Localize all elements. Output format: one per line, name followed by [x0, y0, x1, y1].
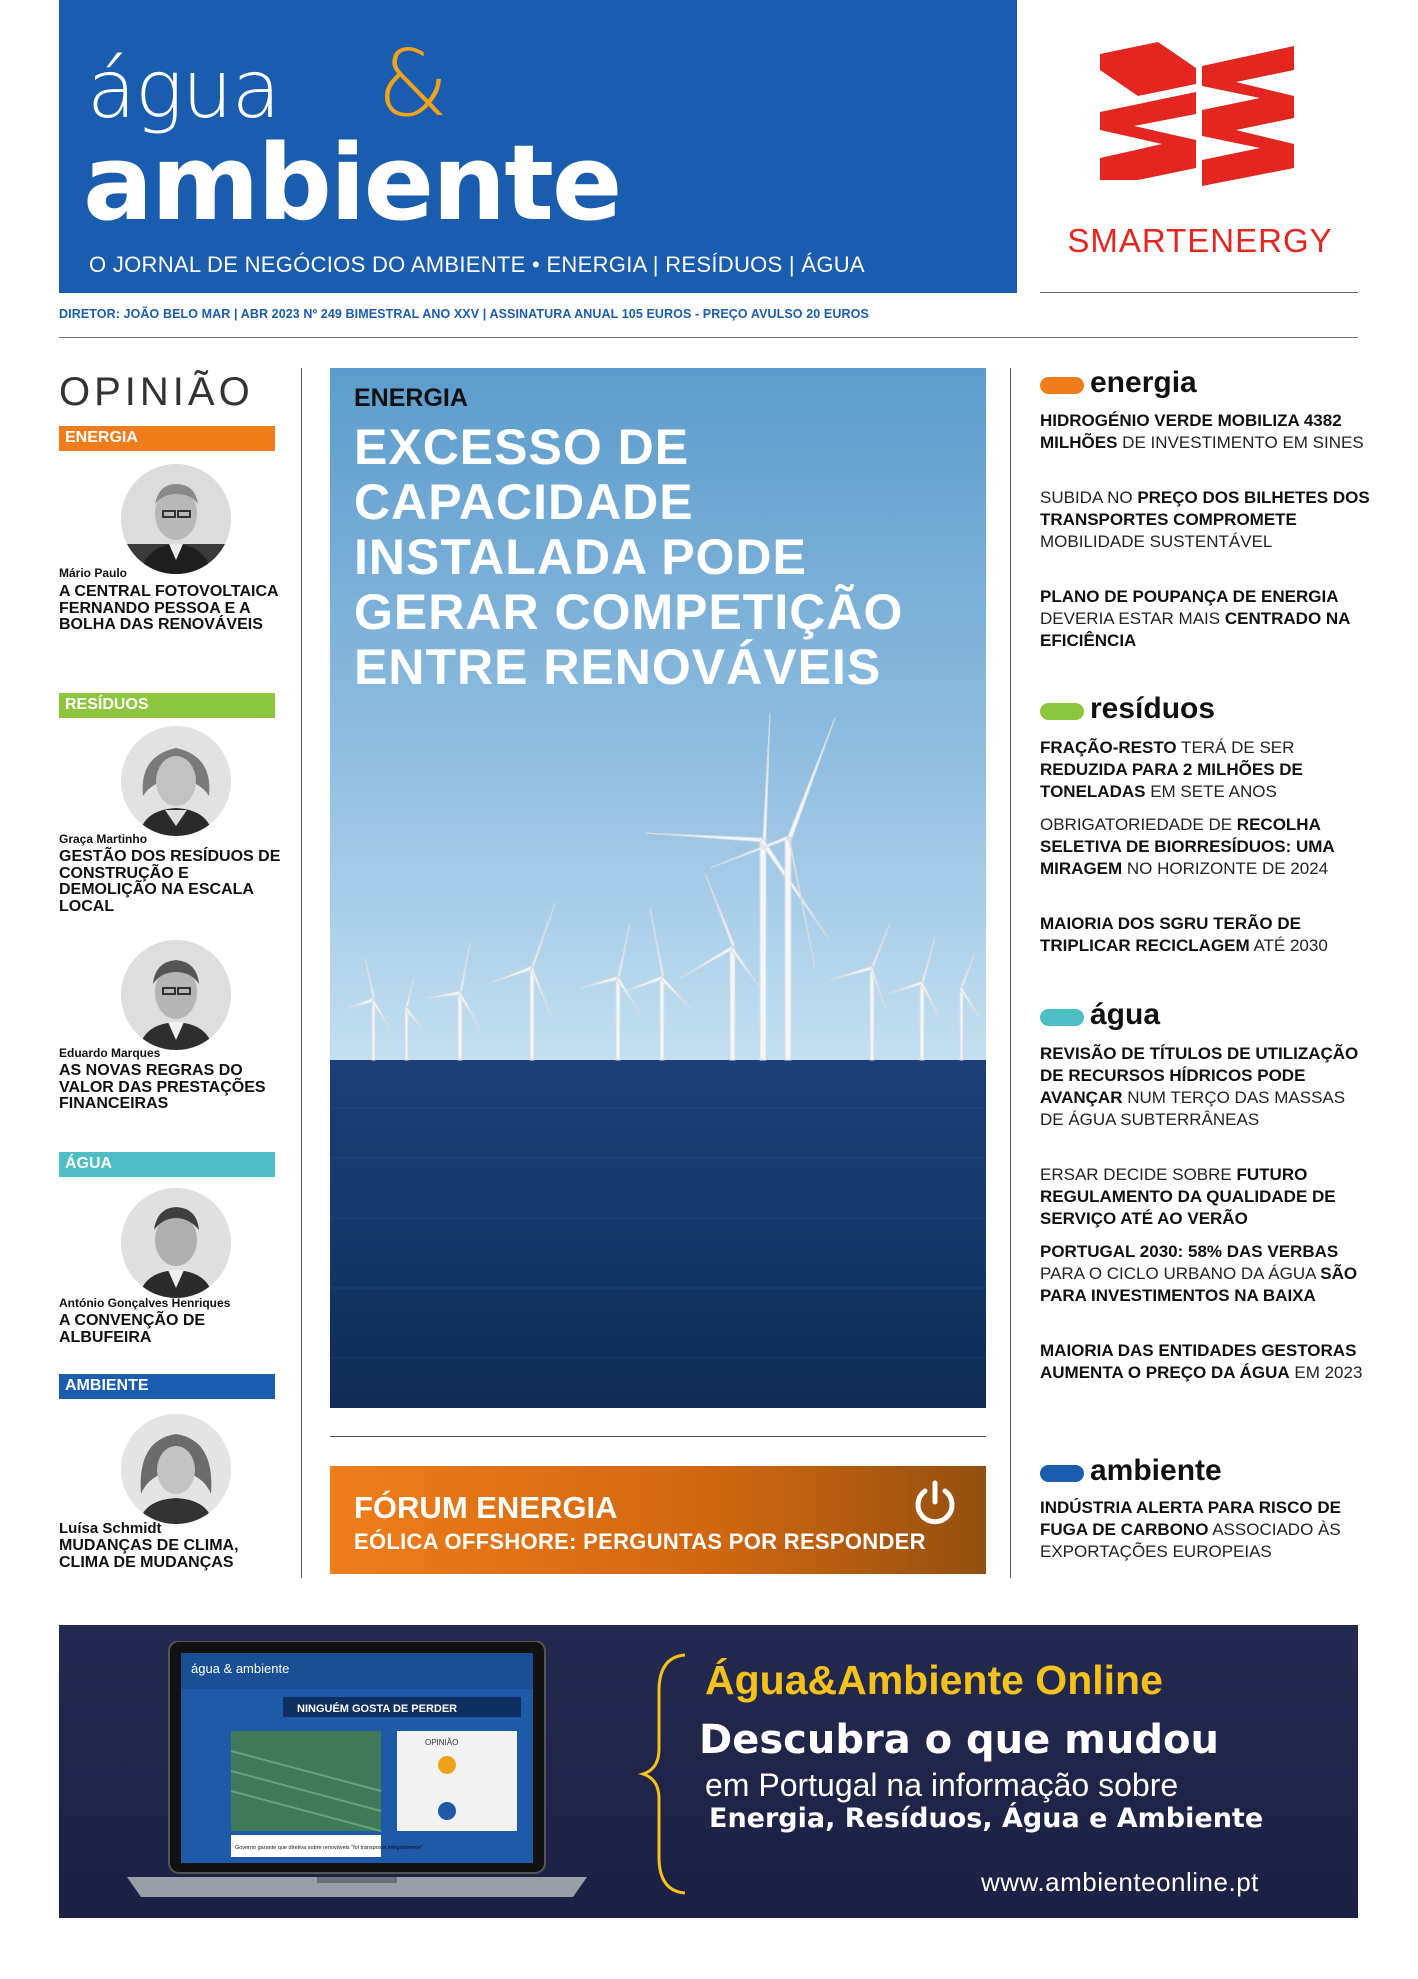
issue-credits: DIRETOR: JOÃO BELO MAR | ABR 2023 Nº 249 BIMESTRAL ANO XXV | ASSINATURA ANUAL 105 EUROS - PREÇO AVULSO 20 EUROS [59, 307, 869, 321]
opinion-headline[interactable]: A CENTRAL FOTOVOLTAICA FERNANDO PESSOA E A BOLHA DAS RENOVÁVEIS [59, 583, 278, 633]
story-link[interactable] [1040, 1164, 1370, 1230]
author-avatar [121, 464, 231, 574]
story-text: MAIORIA DAS ENTIDADES GESTORAS AUMENTA O PREÇO DA ÁGUA [1040, 1341, 1357, 1382]
opinion-title: OPINIÃO [59, 370, 254, 414]
opinion-headline[interactable]: A CONVENÇÃO DE ALBUFEIRA [59, 1312, 206, 1346]
banner-line-3: Energia, Resíduos, Água e Ambiente [709, 1803, 1264, 1834]
banner-url-link[interactable]: www.ambienteonline.pt [981, 1867, 1259, 1897]
divider [1040, 292, 1358, 293]
screen-logo: água & ambiente [191, 1661, 290, 1676]
hero-kicker: ENERGIA [354, 384, 468, 412]
opinion-headline[interactable]: AS NOVAS REGRAS DO VALOR DAS PRESTAÇÕES FINANCEIRAS [59, 1062, 266, 1112]
column-divider [301, 368, 302, 1578]
author-avatar [121, 940, 231, 1050]
story-link[interactable] [1040, 737, 1370, 803]
opinion-category-ambiente: AMBIENTE [59, 1374, 275, 1399]
author-name: Eduardo Marques [59, 1046, 161, 1060]
story-text: TERÁ DE SER [1176, 738, 1295, 757]
story-link[interactable] [1040, 1497, 1370, 1563]
opinion-headline[interactable]: MUDANÇAS DE CLIMA, CLIMA DE MUDANÇAS [59, 1537, 239, 1571]
story-text: PORTUGAL 2030: 58% DAS VERBAS [1040, 1242, 1339, 1261]
story-link[interactable] [1040, 410, 1370, 454]
laptop-icon [107, 1641, 607, 1903]
divider [330, 1436, 986, 1437]
masthead [59, 0, 1017, 293]
story-text: DEVERIA ESTAR MAIS [1040, 609, 1225, 628]
section-pill [1040, 1465, 1084, 1482]
story-text: EM SETE ANOS [1145, 782, 1277, 801]
banner-line-2: em Portugal na informação sobre [705, 1767, 1179, 1803]
story-text: FRAÇÃO-RESTO [1040, 738, 1177, 757]
divider [59, 337, 1358, 338]
hero-story[interactable] [330, 368, 986, 1408]
power-icon [910, 1478, 960, 1528]
masthead-ampersand: & [377, 30, 449, 137]
story-text: NUM TERÇO DAS MASSAS DE ÁGUA SUBTERRÂNEAS [1040, 1088, 1346, 1129]
section-pill [1040, 1009, 1084, 1026]
story-text: SÃO PARA INVESTIMENTOS NA BAIXA [1040, 1264, 1358, 1305]
section-label: água [1090, 998, 1161, 1031]
story-text: PLANO DE POUPANÇA DE ENERGIA [1040, 587, 1339, 606]
author-name: Luísa Schmidt [59, 1520, 162, 1537]
curly-brace-icon [637, 1651, 697, 1897]
author-name: António Gonçalves Henriques [59, 1296, 231, 1310]
forum-energia-box[interactable] [330, 1466, 986, 1574]
opinion-category-agua: ÁGUA [59, 1152, 275, 1177]
se-logo-icon [1098, 40, 1298, 186]
story-text: REDUZIDA PARA 2 MILHÕES DE TONELADAS [1040, 760, 1303, 801]
story-text: ATÉ 2030 [1249, 936, 1328, 955]
story-text: INDÚSTRIA ALERTA PARA RISCO DE FUGA DE CARBONO [1040, 1498, 1341, 1539]
author-avatar [121, 1188, 231, 1298]
screen-side-title: OPINIÃO [425, 1738, 459, 1747]
story-text: FUTURO REGULAMENTO DA QUALIDADE DE SERVIÇO ATÉ AO VERÃO [1040, 1165, 1336, 1228]
section-pill [1040, 377, 1084, 394]
section-label: energia [1090, 366, 1197, 399]
story-text: OBRIGATORIEDADE DE [1040, 815, 1237, 834]
hero-headline[interactable]: EXCESSO DE CAPACIDADE INSTALADA PODE GERAR COMPETIÇÃO ENTRE RENOVÁVEIS [354, 419, 904, 695]
story-text: SUBIDA NO [1040, 488, 1138, 507]
masthead-title-agua: água [87, 43, 280, 136]
story-text: DE INVESTIMENTO EM SINES [1117, 433, 1364, 452]
online-promo-banner[interactable] [59, 1625, 1358, 1918]
opinion-headline[interactable]: GESTÃO DOS RESÍDUOS DE CONSTRUÇÃO E DEMOLIÇÃO NA ESCALA LOCAL [59, 848, 281, 915]
story-link[interactable] [1040, 913, 1370, 957]
story-text: PARA O CICLO URBANO DA ÁGUA [1040, 1264, 1321, 1283]
section-pill [1040, 703, 1084, 720]
story-text: MAIORIA DOS SGRU TERÃO DE TRIPLICAR RECICLAGEM [1040, 914, 1301, 955]
column-divider [1010, 368, 1011, 1578]
opinion-category-energia: ENERGIA [59, 426, 275, 451]
screen-headline: NINGUÉM GOSTA DE PERDER [297, 1703, 458, 1715]
story-text: ERSAR DECIDE SOBRE [1040, 1165, 1237, 1184]
screen-caption: Governo garante que diretiva sobre renováveis "foi transposta integralmente" [235, 1845, 423, 1851]
author-avatar [121, 726, 231, 836]
opinion-category-residuos: RESÍDUOS [59, 693, 275, 718]
sponsor-wordmark: SMARTENERGY [1067, 222, 1333, 259]
story-link[interactable] [1040, 1241, 1370, 1307]
story-link[interactable] [1040, 814, 1370, 880]
forum-subtitle: EÓLICA OFFSHORE: PERGUNTAS POR RESPONDER [354, 1529, 926, 1554]
story-text: RECOLHA SELETIVA DE BIORRESÍDUOS: UMA MIRAGEM [1040, 815, 1335, 878]
author-name: Mário Paulo [59, 566, 128, 580]
story-text: MOBILIDADE SUSTENTÁVEL [1040, 532, 1273, 551]
story-link[interactable] [1040, 487, 1370, 553]
author-name: Graça Martinho [59, 832, 148, 846]
author-avatar [121, 1414, 231, 1524]
story-link[interactable] [1040, 1340, 1370, 1384]
story-text: REVISÃO DE TÍTULOS DE UTILIZAÇÃO DE RECURSOS HÍDRICOS PODE AVANÇAR [1040, 1044, 1359, 1107]
story-text: CENTRADO NA EFICIÊNCIA [1040, 609, 1350, 650]
story-link[interactable] [1040, 586, 1370, 652]
story-text: NO HORIZONTE DE 2024 [1122, 859, 1329, 878]
story-text: EM 2023 [1289, 1363, 1363, 1382]
masthead-title-ambiente: ambiente [83, 122, 621, 244]
forum-title: FÓRUM ENERGIA [354, 1490, 618, 1525]
story-text: HIDROGÉNIO VERDE MOBILIZA 4382 MILHÕES [1040, 411, 1342, 452]
story-text: ASSOCIADO ÀS EXPORTAÇÕES EUROPEIAS [1040, 1520, 1341, 1561]
story-link[interactable] [1040, 1043, 1370, 1131]
banner-title: Água&Ambiente Online [705, 1657, 1163, 1703]
masthead-tagline: O JORNAL DE NEGÓCIOS DO AMBIENTE • ENERGIA | RESÍDUOS | ÁGUA [89, 252, 865, 277]
section-label: ambiente [1090, 1454, 1222, 1487]
story-text: PREÇO DOS BILHETES DOS TRANSPORTES COMPROMETE [1040, 488, 1370, 529]
section-label: resíduos [1090, 692, 1216, 725]
banner-line-1: Descubra o que mudou [699, 1717, 1219, 1763]
